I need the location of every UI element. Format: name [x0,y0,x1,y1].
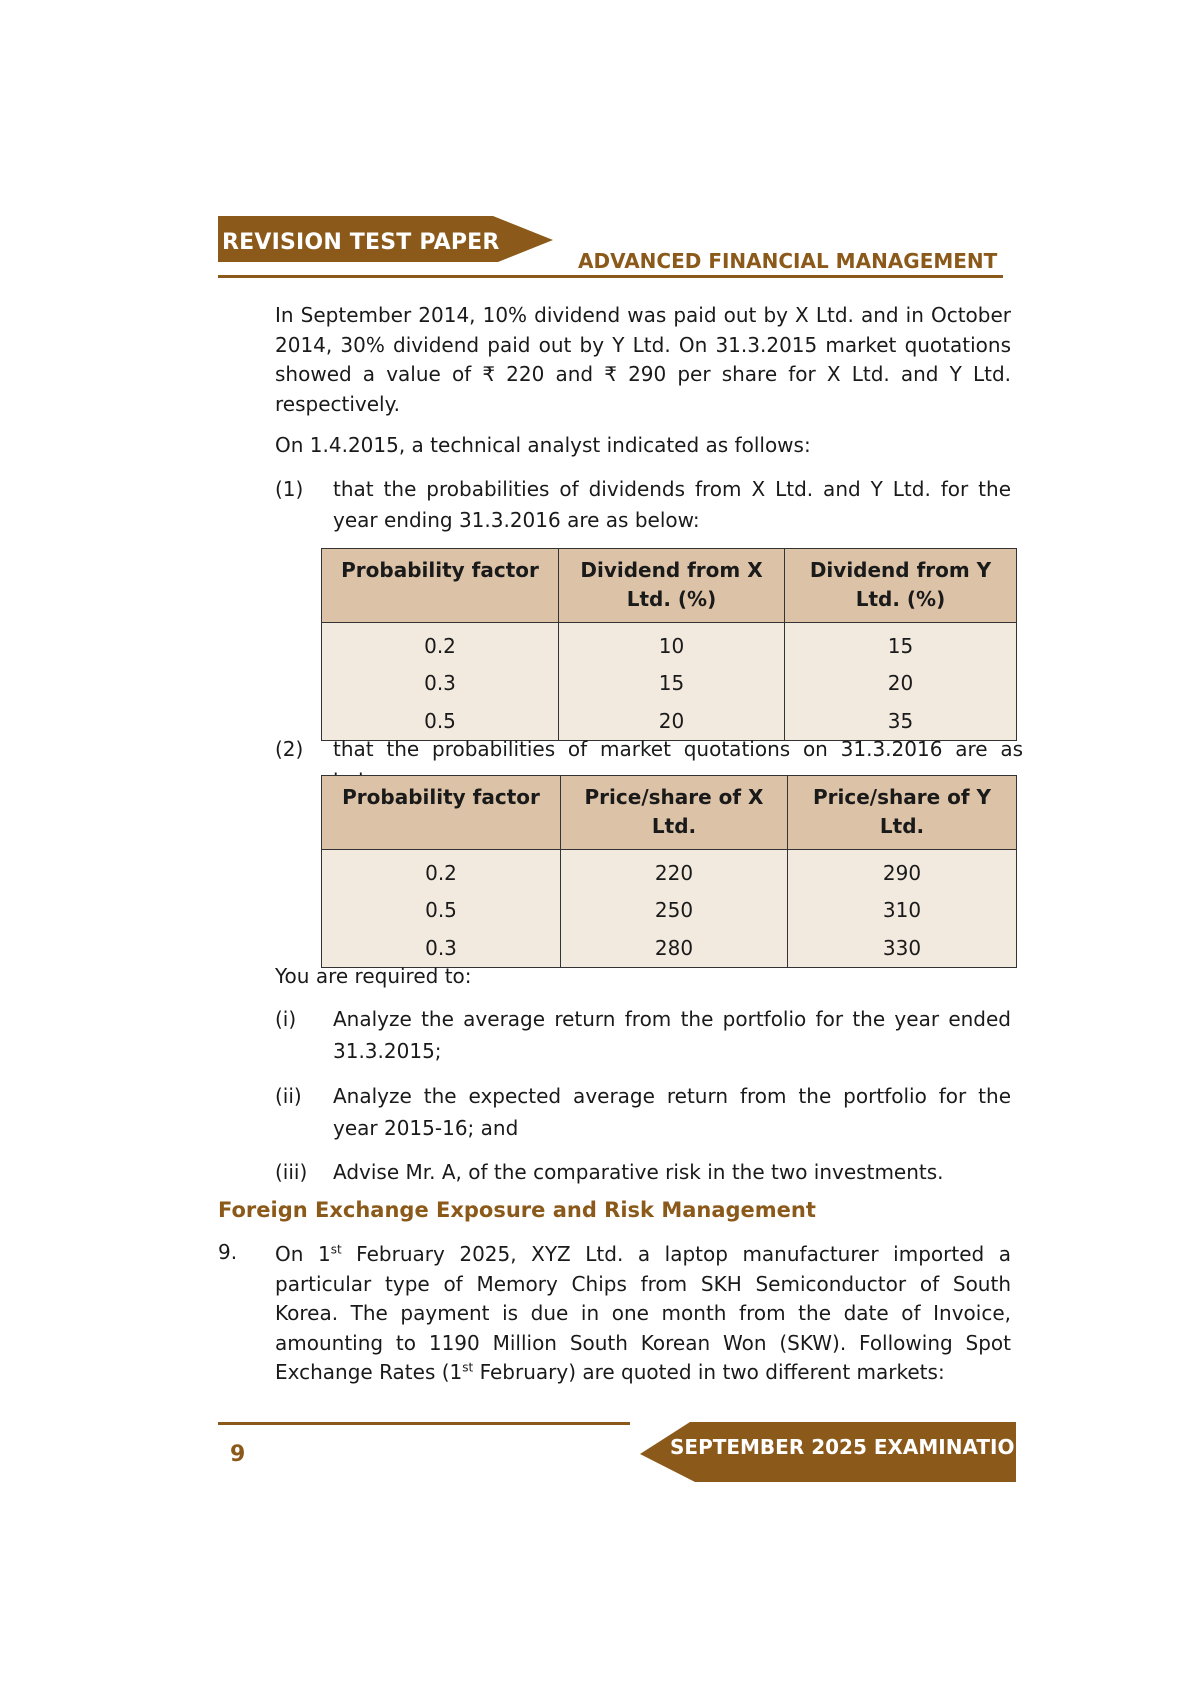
requirement-label: (iii) [275,1160,308,1184]
table-cell: 310 [788,892,1017,930]
table-cell: 0.2 [322,623,559,665]
requirement-text: Analyze the average return from the portfolio for the year ended 31.3.2015; [333,1007,1011,1063]
question-text-part: February 2025, XYZ Ltd. a laptop manufacturer imported a particular type of Memory Chips from SKH Semiconductor of South Korea. The payment is due in one month from the date of Invoice, amounting to 1190 Million South Korean Won (SKW). Following Spot Exchange Rates (1 [275,1242,1012,1384]
table-row [322,892,1017,930]
table-cell: 220 [561,850,788,892]
header-rule [218,275,1003,278]
table-row [322,850,1017,892]
table-cell: 15 [785,623,1017,665]
table-cell: 15 [559,665,785,703]
intro-paragraph: In September 2014, 10% dividend was paid out by X Ltd. and in October 2014, 30% dividend paid out by Y Ltd. On 31.3.2015 market quotations showed a value of ₹ 220 and ₹ 290 per share for X Ltd. and Y Ltd. respectively. [275,303,1011,416]
table-cell: 280 [561,929,788,967]
point1-text: that the probabilities of dividends from X Ltd. and Y Ltd. for the year ending 31.3.2016 are as below: [333,477,1011,532]
table-header-cell: Probability factor [322,549,559,623]
header-subject: ADVANCED FINANCIAL MANAGEMENT [578,249,998,273]
question-text-part: February) are quoted in two different markets: [473,1360,945,1384]
header-title: REVISION TEST PAPER [222,230,500,255]
required-line: You are required to: [275,964,472,988]
dividend-probability-table [321,548,1017,741]
table-cell: 290 [788,850,1017,892]
table-cell: 250 [561,892,788,930]
table-header-cell: Dividend from X Ltd. (%) [559,549,785,623]
table-cell: 20 [785,665,1017,703]
table-header-cell: Price/share of Y Ltd. [788,776,1017,850]
point2-label: (2) [275,737,304,761]
section-heading: Foreign Exchange Exposure and Risk Management [218,1198,816,1222]
table-cell: 0.3 [322,665,559,703]
table-header-cell: Probability factor [322,776,561,850]
point1-label: (1) [275,477,304,501]
analyst-line: On 1.4.2015, a technical analyst indicated as follows: [275,433,811,457]
question-text-part: On 1 [275,1242,331,1266]
question-number: 9. [218,1240,238,1264]
ordinal-suffix: st [330,1242,342,1257]
table-cell: 0.5 [322,892,561,930]
table-header-cell: Dividend from Y Ltd. (%) [785,549,1017,623]
table-row [322,623,1017,665]
table-header-cell: Price/share of X Ltd. [561,776,788,850]
requirement-text: Advise Mr. A, of the comparative risk in the two investments. [333,1160,944,1184]
footer-exam-title: SEPTEMBER 2025 EXAMINATION [670,1435,1032,1459]
table-cell: 330 [788,929,1017,967]
table-cell: 0.3 [322,929,561,967]
table-header-row [322,549,1017,623]
question-text [275,1240,1011,1388]
requirement-text: Analyze the expected average return from the portfolio for the year 2015-16; and [333,1084,1011,1140]
table-cell: 35 [785,702,1017,740]
table-header-row [322,776,1017,850]
page-number: 9 [230,1442,246,1467]
table-row [322,665,1017,703]
table-cell: 20 [559,702,785,740]
table-cell: 0.5 [322,702,559,740]
ordinal-suffix: st [462,1360,474,1375]
requirement-label: (ii) [275,1084,302,1108]
point2-text: that the probabilities of market quotations on 31.3.2016 are as [333,737,1023,761]
requirement-label: (i) [275,1007,297,1031]
table-cell: 10 [559,623,785,665]
footer-rule [218,1422,630,1425]
table-cell: 0.2 [322,850,561,892]
market-quotation-table [321,775,1017,968]
